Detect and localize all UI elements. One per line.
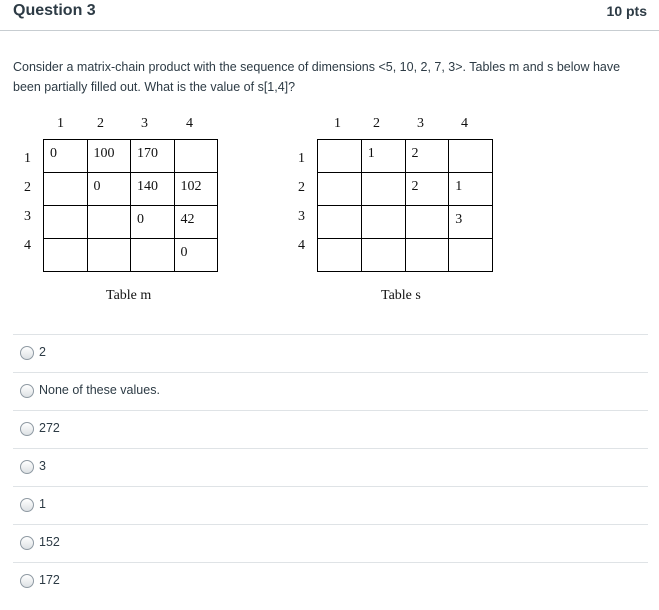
table-s-cell <box>405 239 449 272</box>
table-m-cell <box>87 206 131 239</box>
table-m-cell <box>44 239 88 272</box>
table-s-cell <box>361 173 405 206</box>
table-s-cell <box>361 239 405 272</box>
table-s-col-label: 4 <box>461 116 468 131</box>
table-m-cell: 0 <box>174 239 218 272</box>
radio-button[interactable] <box>20 498 34 512</box>
table-m-cell: 42 <box>174 206 218 239</box>
answer-option[interactable] <box>13 448 648 486</box>
table-m-cell: 0 <box>131 206 175 239</box>
table-s-cell <box>405 206 449 239</box>
answer-option[interactable] <box>13 410 648 448</box>
table-m-row-label: 1 <box>24 151 31 166</box>
radio-button[interactable] <box>20 422 34 436</box>
answer-label[interactable]: None of these values. <box>39 383 160 397</box>
table-m-col-label: 4 <box>186 116 193 131</box>
table-s-row-label: 2 <box>298 180 305 195</box>
radio-button[interactable] <box>20 574 34 588</box>
table-m-row-label: 3 <box>24 209 31 224</box>
answer-label[interactable]: 172 <box>39 573 60 587</box>
table-m-col-label: 2 <box>97 116 104 131</box>
table-s-cell: 2 <box>405 173 449 206</box>
question-text-line-1: Consider a matrix-chain product with the sequence of dimensions <5, 10, 2, 7, 3>. Tables m and s below have <box>13 60 621 74</box>
radio-button[interactable] <box>20 384 34 398</box>
table-m-caption: Table m <box>106 288 152 303</box>
table-s-cell: 1 <box>449 173 493 206</box>
table-m-cell <box>87 239 131 272</box>
table-m-cell <box>131 239 175 272</box>
radio-button[interactable] <box>20 536 34 550</box>
table-m-cell: 102 <box>174 173 218 206</box>
table-s-cell: 1 <box>361 140 405 173</box>
table-s-cell <box>318 239 362 272</box>
answer-list <box>13 334 648 600</box>
question-text-line-2: been partially filled out. What is the value of s[1,4]? <box>13 79 296 94</box>
answer-label[interactable]: 2 <box>39 345 46 359</box>
table-m-col-label: 3 <box>141 116 148 131</box>
table-s-row-label: 1 <box>298 151 305 166</box>
answer-label[interactable]: 152 <box>39 535 60 549</box>
table-m-cell <box>44 173 88 206</box>
question-title: Question 3 <box>13 2 96 19</box>
answer-option[interactable] <box>13 524 648 562</box>
table-s <box>317 139 493 272</box>
table-s-col-label: 1 <box>334 116 341 131</box>
table-s-row-label: 3 <box>298 209 305 224</box>
answer-label[interactable]: 3 <box>39 459 46 473</box>
answer-label[interactable]: 272 <box>39 421 60 435</box>
table-m-cell: 170 <box>131 140 175 173</box>
table-s-cell <box>449 239 493 272</box>
table-m-cell: 100 <box>87 140 131 173</box>
table-m-cell <box>44 206 88 239</box>
answer-option[interactable] <box>13 334 648 372</box>
answer-label[interactable]: 1 <box>39 497 46 511</box>
table-s-cell <box>318 173 362 206</box>
table-m-row-label: 4 <box>24 238 31 253</box>
table-s-cell <box>318 206 362 239</box>
table-s-row-label: 4 <box>298 238 305 253</box>
table-s-cell: 2 <box>405 140 449 173</box>
table-m-cell: 140 <box>131 173 175 206</box>
radio-button[interactable] <box>20 346 34 360</box>
answer-option[interactable] <box>13 486 648 524</box>
table-s-cell <box>318 140 362 173</box>
table-m-row-label: 2 <box>24 180 31 195</box>
table-m-cell <box>174 140 218 173</box>
question-text <box>13 58 653 97</box>
answer-option[interactable] <box>13 562 648 600</box>
table-s-col-label: 2 <box>373 116 380 131</box>
question-points: 10 pts <box>606 3 647 19</box>
table-s-caption: Table s <box>381 288 421 303</box>
table-m-cell: 0 <box>87 173 131 206</box>
table-m-cell: 0 <box>44 140 88 173</box>
table-s-cell: 3 <box>449 206 493 239</box>
answer-option[interactable] <box>13 372 648 410</box>
table-s-cell <box>361 206 405 239</box>
table-m-col-label: 1 <box>57 116 64 131</box>
question-header <box>0 0 659 31</box>
table-s-cell <box>449 140 493 173</box>
radio-button[interactable] <box>20 460 34 474</box>
table-m <box>43 139 218 272</box>
table-s-col-label: 3 <box>417 116 424 131</box>
